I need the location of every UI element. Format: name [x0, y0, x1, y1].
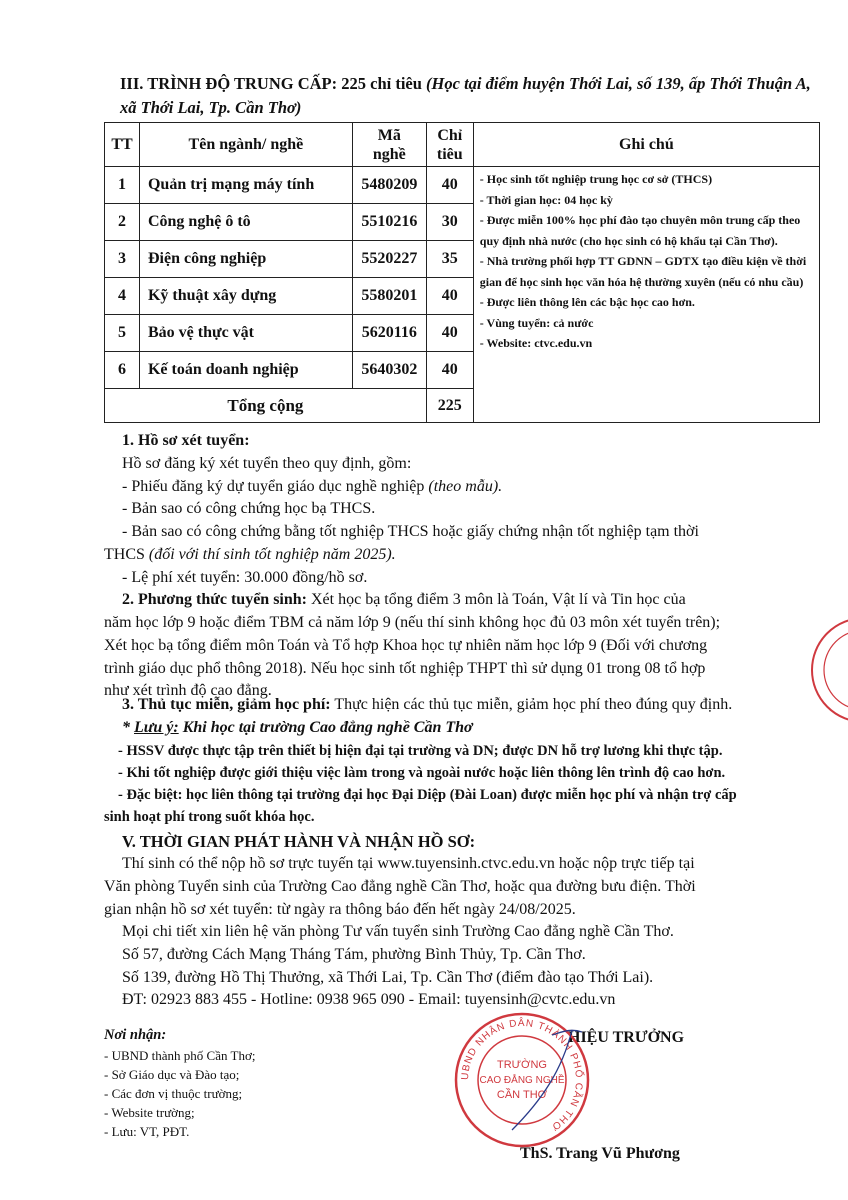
fees-heading: 3. Thủ tục miễn, giảm học phí: — [122, 696, 331, 713]
recipients-title: Nơi nhận: — [104, 1027, 167, 1043]
method-text: Xét học bạ tổng điểm môn Toán và Tổ hợp Khoa học tự nhiên năm học lớp 9 (Đối với chương — [104, 636, 708, 654]
note-item: - Vùng tuyển: cả nước — [479, 315, 594, 330]
edge-seal-stamp — [804, 610, 848, 730]
contact-block — [122, 921, 822, 1012]
row-code: 5520227 — [352, 241, 426, 278]
method-heading: 2. Phương thức tuyển sinh: — [122, 591, 307, 608]
svg-text:CAO ĐẲNG NGHỀ: CAO ĐẲNG NGHỀ — [479, 1075, 565, 1086]
official-seal-stamp — [452, 1010, 592, 1150]
note-item: - Website: ctvc.edu.vn — [479, 336, 593, 350]
method-section — [104, 612, 824, 703]
row-quota: 40 — [426, 278, 473, 315]
row-quota: 35 — [426, 241, 473, 278]
notice-label: Lưu ý: — [134, 719, 179, 736]
notice-item: - Khi tốt nghiệp được giới thiệu việc làm trong và ngoài nước hoặc liên thông lên trình độ cao hơn. — [118, 765, 726, 781]
recipient-item: - Các đơn vị thuộc trường; — [104, 1086, 243, 1101]
header-name: Tên ngành/ nghề — [139, 123, 352, 167]
contact-line: Mọi chi tiết xin liên hệ văn phòng Tư vấn tuyển sinh Trường Cao đẳng nghề Cần Thơ. — [122, 923, 674, 940]
row-name: Quản trị mạng máy tính — [139, 167, 352, 204]
section-5-title: V. THỜI GIAN PHÁT HÀNH VÀ NHẬN HỒ SƠ: — [122, 832, 476, 851]
table-header-row — [105, 123, 820, 167]
contact-phone-email: ĐT: 02923 883 455 - Hotline: 0938 965 090 - Email: tuyensinh@cvtc.edu.vn — [122, 991, 616, 1009]
method-first-line — [122, 589, 822, 612]
row-code: 5580201 — [352, 278, 426, 315]
row-name: Bảo vệ thực vật — [139, 315, 352, 352]
total-label: Tổng cộng — [105, 389, 427, 423]
row-code: 5510216 — [352, 204, 426, 241]
method-text: như xét trình độ cao đẳng. — [104, 682, 272, 700]
dossier-intro: Hồ sơ đăng ký xét tuyển theo quy định, gồm: — [122, 454, 412, 472]
row-tt: 1 — [105, 167, 140, 204]
dossier-item: - Lệ phí xét tuyển: 30.000 đồng/hồ sơ. — [122, 569, 368, 586]
dossier-item: - Bản sao có công chứng học bạ THCS. — [122, 500, 376, 518]
row-code: 5620116 — [352, 315, 426, 352]
note-item: - Học sinh tốt nghiệp trung học cơ sở (THCS) — [479, 172, 713, 186]
notice-title: * Lưu ý: Khi học tại trường Cao đẳng nghề Cần Thơ — [122, 719, 473, 736]
row-tt: 3 — [105, 241, 140, 278]
dossier-heading: 1. Hồ sơ xét tuyển: — [122, 432, 250, 449]
quota-table — [104, 122, 820, 423]
fees-text: Thực hiện các thủ tục miễn, giảm học phí theo đúng quy định. — [330, 696, 733, 713]
row-quota: 30 — [426, 204, 473, 241]
dossier-continued — [104, 544, 824, 567]
row-tt: 4 — [105, 278, 140, 315]
svg-text:TRƯỜNG: TRƯỜNG — [497, 1059, 547, 1071]
section-3-title-bold: III. TRÌNH ĐỘ TRUNG CẤP: 225 chỉ tiêu — [120, 74, 422, 93]
recipient-item: - Website trường; — [104, 1105, 195, 1120]
notes-cell — [473, 167, 819, 423]
svg-text:UBND NHÂN DÂN THÀNH PHỐ CẦN TH: UBND NHÂN DÂN THÀNH PHỐ CẦN THƠ — [459, 1017, 585, 1133]
dossier-item: - Bản sao có công chứng bằng tốt nghiệp THCS hoặc giấy chứng nhận tốt nghiệp tạm thời — [122, 523, 699, 541]
dossier-text-italic: (đối với thí sinh tốt nghiệp năm 2025). — [148, 546, 396, 563]
dossier-fee — [122, 567, 822, 590]
note-item: - Thời gian học: 04 học kỳ — [479, 192, 613, 207]
row-tt: 6 — [105, 352, 140, 389]
row-quota: 40 — [426, 352, 473, 389]
notice-title-text: Khi học tại trường Cao đẳng nghề Cần Thơ — [178, 719, 473, 736]
recipient-item: - Sở Giáo dục và Đào tạo; — [104, 1067, 240, 1082]
row-quota: 40 — [426, 315, 473, 352]
section-3-title-location: (Học tại điểm huyện Thới Lai, số 139, ấp Thới Thuận A, xã Thới Lai, Tp. Cần Thơ) — [120, 74, 811, 117]
section-5-p1-first: Thí sinh có thể nộp hồ sơ trực tuyến tại www.tuyensinh.ctvc.edu.vn hoặc nộp trực tiếp tại — [122, 855, 695, 872]
section-5-p1: Văn phòng Tuyển sinh của Trường Cao đẳng nghề Cần Thơ, hoặc qua đường bưu điện. Thời gian nhận hồ sơ xét tuyển: từ ngày ra thông báo đến hết ngày 24/08/2025. — [104, 878, 696, 918]
row-name: Kỹ thuật xây dựng — [139, 278, 352, 315]
method-text: Xét học bạ tổng điểm 3 môn là Toán, Vật lí và Tin học của — [306, 591, 686, 608]
signature-position: HIỆU TRƯỞNG — [568, 1029, 685, 1046]
header-code: Mã nghề — [352, 123, 426, 167]
note-item: - Nhà trường phối hợp TT GDNN – GDTX tạo điều kiện về thời gian để học sinh học văn hóa hệ thường xuyên (nếu có nhu cầu) — [479, 254, 807, 289]
section-3-title — [120, 72, 820, 120]
notice-item: sinh hoạt phí trong suốt khóa học. — [104, 809, 315, 825]
notice-item: - HSSV được thực tập trên thiết bị hiện đại tại trường và DN; được DN hỗ trợ lương khi thực tập. — [118, 743, 723, 759]
recipients-block — [104, 1024, 424, 1141]
dossier-section — [122, 430, 822, 544]
note-item: - Được miễn 100% học phí đào tạo chuyên môn trung cấp theo quy định nhà nước (cho học sinh có hộ khẩu tại Cần Thơ). — [479, 213, 801, 248]
table-row — [105, 167, 820, 204]
header-note: Ghi chú — [473, 123, 819, 167]
row-tt: 2 — [105, 204, 140, 241]
signature-name: ThS. Trang Vũ Phương — [520, 1145, 680, 1162]
total-value: 225 — [426, 389, 473, 423]
notice-item: - Đặc biệt: học liên thông tại trường đại học Đại Diệp (Đài Loan) được miễn học phí và nhận trợ cấp — [118, 787, 737, 803]
row-tt: 5 — [105, 315, 140, 352]
header-quota: Chỉ tiêu — [426, 123, 473, 167]
row-name: Điện công nghiệp — [139, 241, 352, 278]
notice-list — [118, 740, 828, 806]
header-tt: TT — [105, 123, 140, 167]
note-item: - Được liên thông lên các bậc học cao hơn. — [479, 295, 695, 309]
method-text: trình giáo dục phổ thông 2018). Nếu học sinh tốt nghiệp THPT thì sử dụng 01 trong 08 tổ hợp — [104, 659, 706, 677]
contact-address: Số 139, đường Hồ Thị Thưởng, xã Thới Lai, Tp. Cần Thơ (điểm đào tạo Thới Lai). — [122, 968, 654, 986]
method-text: năm học lớp 9 hoặc điểm TBM cả năm lớp 9 (nếu thí sinh không học đủ 03 môn xét tuyển trên); — [104, 614, 721, 631]
notice-continued — [104, 806, 824, 828]
recipient-item: - Lưu: VT, PĐT. — [104, 1124, 190, 1139]
dossier-item: - Phiếu đăng ký dự tuyển giáo dục nghề nghiệp (theo mẫu). — [122, 477, 503, 495]
svg-text:CẦN THƠ: CẦN THƠ — [496, 1089, 548, 1101]
row-quota: 40 — [426, 167, 473, 204]
row-name: Công nghệ ô tô — [139, 204, 352, 241]
row-code: 5480209 — [352, 167, 426, 204]
contact-address: Số 57, đường Cách Mạng Tháng Tám, phường Bình Thủy, Tp. Cần Thơ. — [122, 945, 586, 963]
recipient-item: - UBND thành phố Cần Thơ; — [104, 1048, 256, 1063]
fees-section — [122, 694, 822, 717]
row-code: 5640302 — [352, 352, 426, 389]
row-name: Kế toán doanh nghiệp — [139, 352, 352, 389]
dossier-text: THCS — [104, 546, 149, 563]
